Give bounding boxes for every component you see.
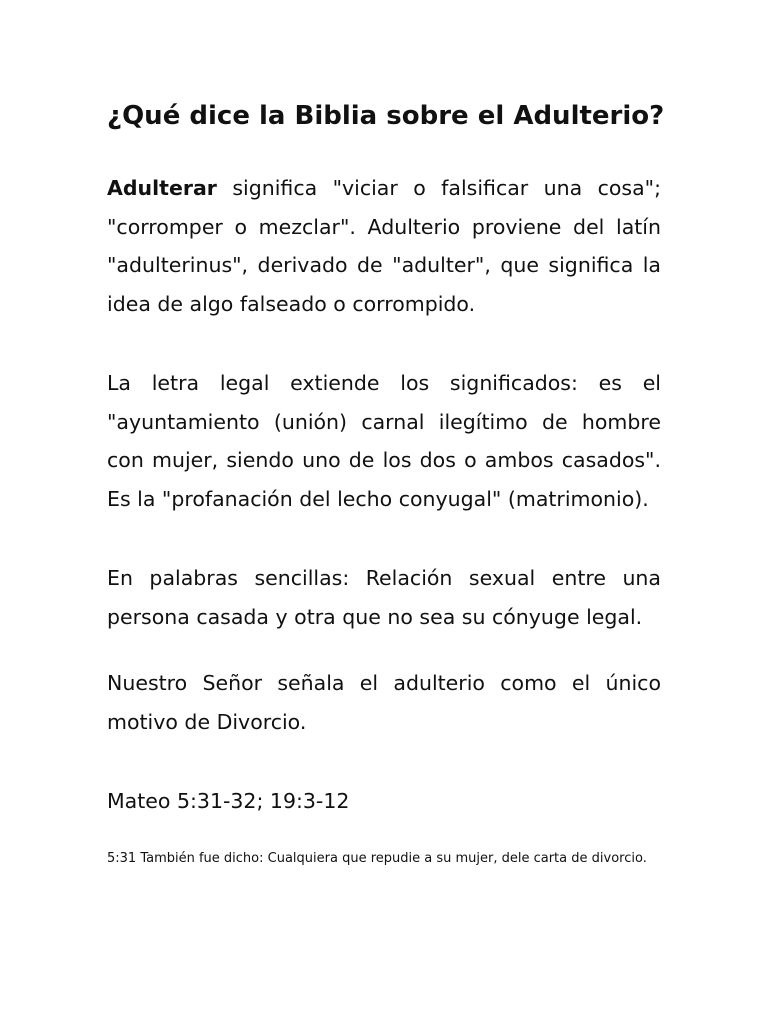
definition-paragraph: [107, 169, 661, 324]
scripture-reference: Mateo 5:31-32; 19:3-12: [107, 789, 350, 813]
definition-text: significa "viciar o falsificar una cosa"; "corromper o mezclar". Adulterio proviene del latín "adulterinus", derivado de "adulter", que significa la idea de algo falseado o corrompido.: [107, 176, 661, 317]
verse-text: 5:31 También fue dicho: Cualquiera que repudie a su mujer, dele carta de divorcio.: [107, 851, 647, 866]
bold-term: Adulterar: [107, 176, 217, 200]
legal-meaning-paragraph: La letra legal extiende los significados: es el "ayuntamiento (unión) carnal ilegítimo de hombre con mujer, siendo uno de los dos o ambos casados". Es la "profanación del lecho conyugal" (matrimonio).: [107, 371, 661, 512]
divorce-paragraph: Nuestro Señor señala el adulterio como el único motivo de Divorcio.: [107, 671, 661, 734]
simple-words-paragraph: En palabras sencillas: Relación sexual entre una persona casada y otra que no sea su cónyuge legal.: [107, 566, 661, 629]
page-title: ¿Qué dice la Biblia sobre el Adulterio?: [107, 101, 665, 131]
